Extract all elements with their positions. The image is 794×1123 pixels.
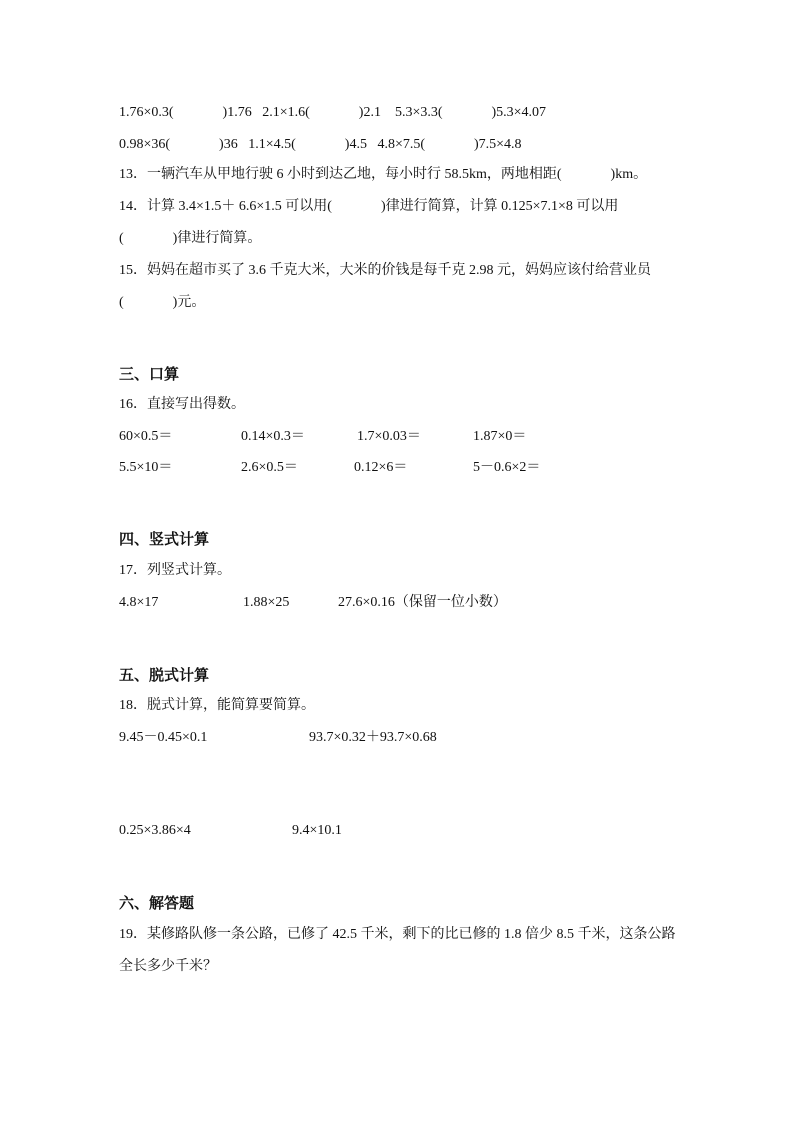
mental-math-item: 60×0.5＝	[119, 429, 173, 444]
mental-math-item: 5.5×10＝	[119, 460, 173, 475]
vertical-calc-item: 27.6×0.16（保留一位小数）	[338, 595, 507, 610]
question-14-line-1: 14．计算 3.4×1.5＋ 6.6×1.5 可以用( )律进行简算，计算 0.125×7.1×8 可以用	[119, 199, 619, 214]
vertical-calc-item: 1.88×25	[243, 595, 290, 610]
section-3-heading: 三、口算	[119, 365, 180, 383]
question-19-line-1: 19．某修路队修一条公路，已修了 42.5 千米，剩下的比已修的 1.8 倍少 8.5 千米，这条公路	[119, 927, 676, 942]
question-15-line-1: 15．妈妈在超市买了 3.6 千克大米，大米的价钱是每千克 2.98 元，妈妈应该付给营业员	[119, 263, 651, 278]
question-13: 13．一辆汽车从甲地行驶 6 小时到达乙地，每小时行 58.5km，两地相距( )km。	[119, 167, 648, 182]
q12-row-2: 0.98×36( )36 1.1×4.5( )4.5 4.8×7.5( )7.5×4.8	[119, 137, 522, 152]
step-calc-item: 93.7×0.32＋93.7×0.68	[309, 730, 437, 745]
question-17: 17．列竖式计算。	[119, 563, 231, 578]
mental-math-item: 1.7×0.03＝	[357, 429, 421, 444]
question-18: 18．脱式计算，能简算要简算。	[119, 698, 315, 713]
step-calc-item: 0.25×3.86×4	[119, 823, 191, 838]
section-6-heading: 六、解答题	[119, 894, 195, 912]
question-19-line-2: 全长多少千米？	[119, 959, 217, 974]
mental-math-item: 2.6×0.5＝	[241, 460, 298, 475]
section-4-heading: 四、竖式计算	[119, 530, 210, 548]
question-15-line-2: ( )元。	[119, 295, 206, 310]
q12-row-1: 1.76×0.3( )1.76 2.1×1.6( )2.1 5.3×3.3( )5.3×4.07	[119, 105, 547, 120]
question-14-line-2: ( )律进行简算。	[119, 231, 262, 246]
mental-math-item: 0.12×6＝	[354, 460, 408, 475]
vertical-calc-item: 4.8×17	[119, 595, 159, 610]
question-16: 16．直接写出得数。	[119, 397, 245, 412]
mental-math-item: 0.14×0.3＝	[241, 429, 305, 444]
step-calc-item: 9.45－0.45×0.1	[119, 730, 208, 745]
step-calc-item: 9.4×10.1	[292, 823, 342, 838]
section-5-heading: 五、脱式计算	[119, 666, 210, 684]
mental-math-item: 5－0.6×2＝	[473, 460, 541, 475]
mental-math-item: 1.87×0＝	[473, 429, 527, 444]
